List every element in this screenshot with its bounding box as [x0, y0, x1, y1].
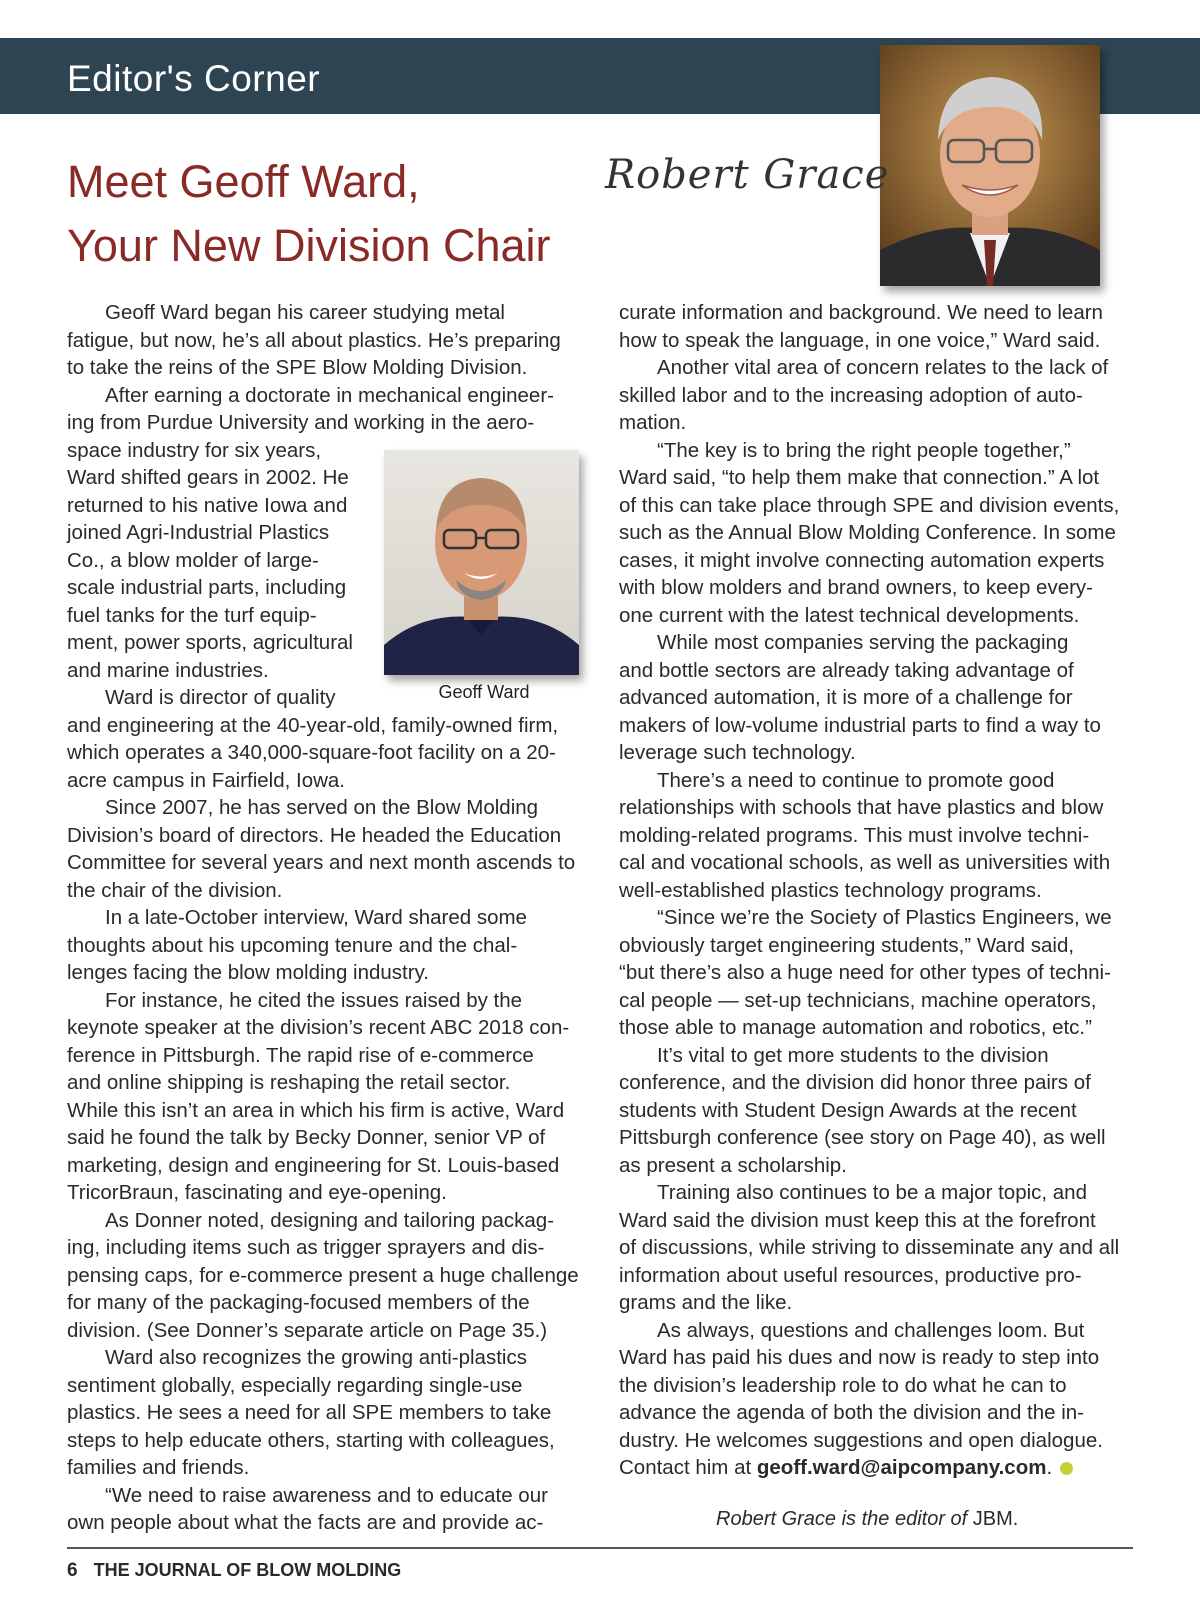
- text-line: students with Student Design Awards at the recent: [619, 1098, 1077, 1122]
- text-line: After earning a doctorate in mechanical engineer-: [105, 383, 554, 407]
- text-line: Geoff Ward began his career studying metal: [105, 301, 505, 324]
- text-line: which operates a 340,000-square-foot facility on a 20-: [67, 741, 556, 764]
- text-line: and engineering at the 40-year-old, family-owned firm,: [67, 713, 559, 737]
- text-line: pensing caps, for e-commerce present a huge challenge: [67, 1263, 579, 1287]
- text-line: Ward also recognizes the growing anti-plastics: [105, 1346, 527, 1369]
- text-line: acre campus in Fairfield, Iowa.: [67, 768, 346, 792]
- text-line: plastics. He sees a need for all SPE members to take: [67, 1401, 552, 1424]
- text-line: Co., a blow molder of large-: [67, 548, 319, 572]
- text-line: how to speak the language, in one voice,” Ward said.: [619, 328, 1101, 352]
- text-line: space industry for six years,: [67, 438, 322, 462]
- text-line: makers of low-volume industrial parts to find a way to: [619, 713, 1101, 737]
- text-line: cases, it might involve connecting automation experts: [619, 548, 1105, 572]
- text-line: with blow molders and brand owners, to keep every-: [619, 576, 1094, 599]
- text-line: to take the reins of the SPE Blow Molding Division.: [67, 356, 528, 379]
- text-line: “Since we’re the Society of Plastics Engineers, we: [657, 906, 1112, 929]
- photo-caption: Geoff Ward: [438, 682, 530, 702]
- text-line: molding-related programs. This must involve techni-: [619, 823, 1090, 847]
- text-line: Ward said, “to help them make that connection.” A lot: [619, 466, 1100, 489]
- text-line: ing, including items such as trigger sprayers and dis-: [67, 1236, 545, 1259]
- text-line: dustry. He welcomes suggestions and open dialogue.: [619, 1428, 1103, 1452]
- text-line: There’s a need to continue to promote good: [657, 768, 1055, 792]
- text-line: keynote speaker at the division’s recent ABC 2018 con-: [67, 1016, 570, 1039]
- text-line: for many of the packaging-focused members of the: [67, 1291, 530, 1314]
- text-line: grams and the like.: [619, 1291, 793, 1314]
- text-line: as present a scholarship.: [619, 1153, 847, 1177]
- text-line: scale industrial parts, including: [67, 576, 347, 599]
- text-line: obviously target engineering students,” Ward said,: [619, 933, 1075, 957]
- text-line: Training also continues to be a major topic, and: [657, 1181, 1087, 1204]
- text-line: Ward said the division must keep this at the forefront: [619, 1208, 1096, 1232]
- text-line: mation.: [619, 411, 687, 434]
- text-line: conference, and the division did honor three pairs of: [619, 1071, 1091, 1094]
- contact-line: [619, 1454, 1119, 1482]
- text-line: information about useful resources, productive pro-: [619, 1263, 1082, 1287]
- text-line: division. (See Donner’s separate article on Page 35.): [67, 1318, 548, 1342]
- article-column-left: [67, 299, 579, 1537]
- text-line: relationships with schools that have plastics and blow: [619, 796, 1104, 819]
- text-line: sentiment globally, especially regarding single-use: [67, 1373, 523, 1397]
- text-line: leverage such technology.: [619, 741, 856, 764]
- byline-publication: JBM.: [972, 1508, 1019, 1530]
- contact-suffix: .: [1046, 1456, 1053, 1479]
- text-line: skilled labor and to the increasing adoption of auto-: [619, 383, 1083, 407]
- byline-text: Robert Grace is the editor of: [716, 1508, 973, 1530]
- article-column-right: [619, 299, 1119, 1482]
- text-line: thoughts about his upcoming tenure and the chal-: [67, 933, 518, 957]
- text-line: ment, power sports, agricultural: [67, 631, 353, 654]
- text-line: of this can take place through SPE and division events,: [619, 493, 1120, 517]
- text-line: advanced automation, it is more of a challenge for: [619, 686, 1073, 709]
- editor-signature: Robert Grace: [605, 152, 890, 198]
- text-line: and online shipping is reshaping the retail sector.: [67, 1071, 511, 1094]
- text-line: As always, questions and challenges loom. But: [657, 1318, 1085, 1342]
- text-line: advance the agenda of both the division and the in-: [619, 1401, 1085, 1424]
- headline-line-1: Meet Geoff Ward,: [67, 156, 420, 207]
- article-headline: [67, 150, 551, 278]
- text-line: “but there’s also a huge need for other types of techni-: [619, 961, 1111, 984]
- text-line: such as the Annual Blow Molding Conference. In some: [619, 521, 1116, 544]
- text-line: marketing, design and engineering for St. Louis-based: [67, 1153, 560, 1177]
- text-line: For instance, he cited the issues raised by the: [105, 988, 523, 1012]
- text-line: Another vital area of concern relates to the lack of: [657, 356, 1109, 379]
- editor-byline: [716, 1508, 1018, 1531]
- editor-portrait-photo: [880, 45, 1100, 286]
- text-line: fuel tanks for the turf equip-: [67, 603, 317, 627]
- text-line: Ward shifted gears in 2002. He: [67, 466, 349, 489]
- headline-line-2: Your New Division Chair: [67, 220, 551, 271]
- text-line: families and friends.: [67, 1456, 250, 1479]
- text-line: said he found the talk by Becky Donner, senior VP of: [67, 1126, 546, 1149]
- section-title: Editor's Corner: [67, 58, 321, 99]
- text-line: curate information and background. We need to learn: [619, 301, 1103, 324]
- text-line: one current with the latest technical developments.: [619, 603, 1080, 627]
- end-of-article-dot-icon: [1060, 1462, 1073, 1475]
- text-line: own people about what the facts are and provide ac-: [67, 1511, 544, 1534]
- text-line: “We need to raise awareness and to educate our: [105, 1483, 548, 1507]
- text-line: cal and vocational schools, as well as universities with: [619, 851, 1111, 874]
- text-line: As Donner noted, designing and tailoring packag-: [105, 1208, 555, 1232]
- text-line: Ward has paid his dues and now is ready to step into: [619, 1346, 1100, 1369]
- page-number: 6: [67, 1560, 78, 1581]
- text-line: and marine industries.: [67, 658, 269, 682]
- text-line: cal people — set-up technicians, machine operators,: [619, 988, 1097, 1012]
- text-line: ference in Pittsburgh. The rapid rise of e-commerce: [67, 1043, 534, 1067]
- text-line: While this isn’t an area in which his firm is active, Ward: [67, 1098, 565, 1122]
- text-line: those able to manage automation and robotics, etc.”: [619, 1016, 1092, 1039]
- text-line: ing from Purdue University and working in the aero-: [67, 411, 535, 434]
- text-line: joined Agri-Industrial Plastics: [67, 521, 330, 544]
- text-line: While most companies serving the packaging: [657, 631, 1069, 654]
- text-line: lenges facing the blow molding industry.: [67, 961, 429, 984]
- text-line: returned to his native Iowa and: [67, 493, 348, 517]
- text-line: well-established plastics technology programs.: [619, 878, 1042, 902]
- text-line: and bottle sectors are already taking advantage of: [619, 658, 1074, 682]
- text-line: TricorBraun, fascinating and eye-opening.: [67, 1181, 447, 1204]
- text-line: Division’s board of directors. He headed the Education: [67, 823, 562, 847]
- contact-email-link[interactable]: geoff.ward@aipcompany.com: [756, 1456, 1047, 1479]
- text-line: “The key is to bring the right people together,”: [657, 438, 1071, 462]
- publication-name: THE JOURNAL OF BLOW MOLDING: [93, 1560, 402, 1580]
- text-line: It’s vital to get more students to the division: [657, 1043, 1049, 1067]
- text-line: steps to help educate others, starting with colleagues,: [67, 1428, 555, 1452]
- footer-divider: [67, 1547, 1133, 1549]
- text-line: Since 2007, he has served on the Blow Molding: [105, 796, 539, 819]
- text-line: fatigue, but now, he’s all about plastics. He’s preparing: [67, 328, 561, 352]
- text-line: of discussions, while striving to disseminate any and all: [619, 1236, 1120, 1259]
- text-line: Committee for several years and next month ascends to: [67, 851, 576, 874]
- text-line: In a late-October interview, Ward shared some: [105, 906, 527, 929]
- contact-prefix: Contact him at: [619, 1456, 757, 1479]
- text-line: Ward is director of quality: [105, 686, 336, 709]
- text-line: the division’s leadership role to do what he can to: [619, 1373, 1067, 1397]
- text-line: Pittsburgh conference (see story on Page 40), as well: [619, 1126, 1106, 1149]
- text-line: the chair of the division.: [67, 878, 283, 902]
- page-footer: [67, 1560, 401, 1582]
